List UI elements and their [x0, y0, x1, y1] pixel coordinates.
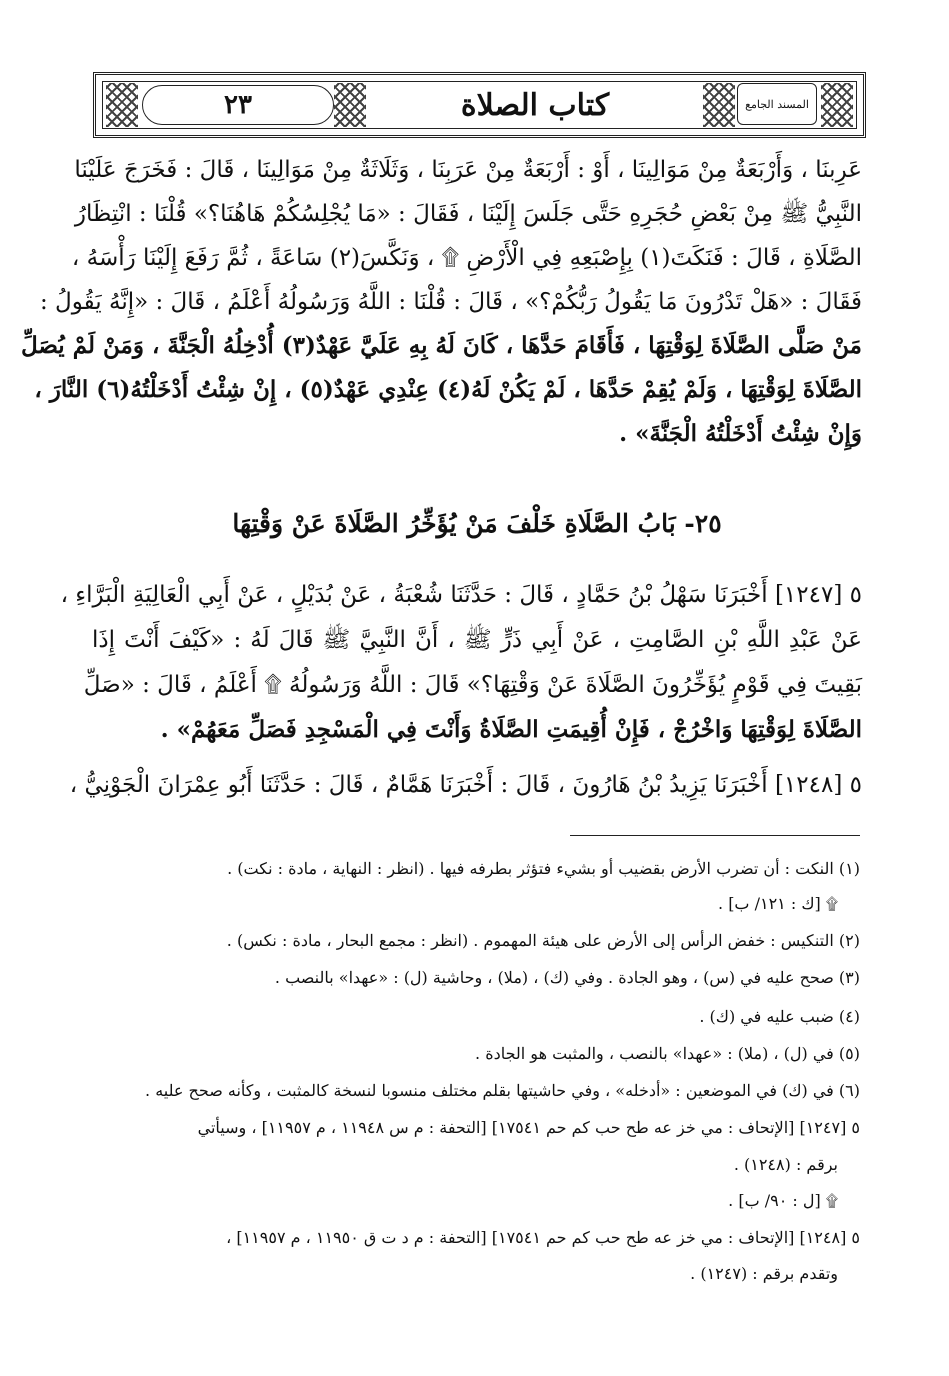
- footnote: ۩ [ك : ١٢١/ ب] .: [718, 894, 838, 913]
- text-line: الصَّلَاةَ لِوَقْتِهَا ، وَلَمْ يُقِمْ حَدَّهَا ، لَمْ يَكُنْ لَهُ(٤) عِنْدِي عَهْدٌ(٥) ، إِنْ شِئْتُ أَدْخَلْتُهُ(٦) النَّارَ ،: [34, 376, 862, 403]
- text-line: عَرِبنَا ، وَأَرْبَعَةٌ مِنْ مَوَالِينَا ، أَوْ : أَرْبَعَةٌ مِنْ عَرَبِنَا ، وَثَلَاثَةٌ مِنْ مَوَالِينَا ، قَالَ : فَخَرَجَ عَلَيْنَا: [74, 157, 862, 183]
- text-line: بَقِيتَ فِي قَوْمٍ يُؤَخِّرُونَ الصَّلَاةَ عَنْ وَقْتِهَا؟» قَالَ : اللَّهُ وَرَسُولُهُ ۩ أَعْلَمُ ، قَالَ : «صَلِّ: [83, 672, 862, 698]
- footnote: ٥ [١٢٤٨] [الإتحاف : مي خز عه طح حب كم حم ١٧٥٤١] [التحفة : م د ت ق ١١٩٥٠ ، م ١١٩٥٧] ،: [226, 1228, 860, 1247]
- footnote: (٥) في (ل) ، (ملا) : «عهدا» بالنصب ، والمثبت هو الجادة .: [475, 1044, 860, 1063]
- footnote: ٥ [١٢٤٧] [الإتحاف : مي خز عه طح حب كم حم ١٧٥٤١] [التحفة : م س ١١٩٤٨ ، م ١١٩٥٧] ، وسيأتي: [197, 1118, 860, 1137]
- footnote-separator: [570, 835, 860, 836]
- header-pattern-left-inner: [334, 83, 366, 127]
- header-pattern-right-inner: [703, 83, 735, 127]
- text-line: عَنْ عَبْدِ اللَّهِ بْنِ الصَّامِتِ ، عَنْ أَبِي ذَرٍّ ﷺ ، أَنَّ النَّبِيَّ ﷺ قَالَ لَهُ : «كَيْفَ أَنْتَ إِذَا: [92, 627, 862, 653]
- text-line: فَقَالَ : «هَلْ تَدْرُونَ مَا يَقُولُ رَبُّكُمْ؟» ، قَالَ : قُلْنَا : اللَّهُ وَرَسُولُهُ أَعْلَمُ ، قَالَ : «إِنَّهُ يَقُولُ :: [39, 289, 862, 315]
- footnote: وتقدم برقم : (١٢٤٧) .: [690, 1264, 838, 1283]
- text-line: الصَّلَاةَ لِوَقْتِهَا وَاخْرُجْ ، فَإِنْ أُقِيمَتِ الصَّلَاةُ وَأَنْتَ فِي الْمَسْجِدِ فَصَلِّ مَعَهُمْ» .: [160, 716, 862, 743]
- footnote: برقم : (١٢٤٨) .: [733, 1155, 838, 1174]
- header-pattern-right-outer: [821, 83, 853, 127]
- text-line: الصَّلَاةِ ، قَالَ : فَنَكَتَ(١) بِإِصْبَعِهِ فِي الْأَرْضِ ۩ ، وَنَكَّسَ(٢) سَاعَةً ، ثُمَّ رَفَعَ إِلَيْنَا رَأْسَهُ ،: [71, 245, 862, 271]
- footnote: (٣) صحح عليه في (س) ، وهو الجادة . وفي (ك) ، (ملا) ، وحاشية (ل) : «عهدا» بالنصب .: [274, 968, 860, 987]
- header-ornament-logo: المسند الجامع: [737, 83, 817, 125]
- footnote: ۩ [ل : ٩٠/ ب] .: [728, 1191, 838, 1210]
- text-line: ٥ [١٢٤٧] أَخْبَرَنَا سَهْلُ بْنُ حَمَّادٍ ، قَالَ : حَدَّثَنَا شُعْبَةُ ، عَنْ بُدَيْلٍ ، عَنْ أَبِي الْعَالِيَةِ الْبَرَّاءِ ،: [60, 582, 862, 608]
- text-line: مَنْ صَلَّى الصَّلَاةَ لِوَقْتِهَا ، فَأَقَامَ حَدَّهَا ، كَانَ لَهُ بِهِ عَلَيَّ عَهْدٌ(٣) أُدْخِلُهُ الْجَنَّةَ ، وَمَنْ لَمْ يُصَلِّ: [20, 332, 862, 359]
- text-line: وَإِنْ شِئْتُ أَدْخَلْتُهُ الْجَنَّةَ» .: [619, 420, 862, 447]
- footnote: (٦) في (ك) في الموضعين : «أدخله» ، وفي حاشيتها بقلم مختلف منسوبا لنسخة كالمثبت ، وكأنه صحح عليه .: [145, 1081, 860, 1100]
- page-number: ٢٣: [142, 85, 334, 125]
- footnote: (٢) التنكيس : خفض الرأس إلى الأرض على هيئة المهموم . (انظر : مجمع البحار ، مادة : نكس) .: [226, 931, 860, 950]
- section-heading: ٢٥- بَابُ الصَّلَاةِ خَلْفَ مَنْ يُؤَخِّرُ الصَّلَاةَ عَنْ وَقْتِهَا: [232, 509, 722, 538]
- header-pattern-left-outer: [106, 83, 138, 127]
- footnote: (٤) ضبب عليه في (ك) .: [699, 1007, 860, 1026]
- chapter-title: كتاب الصلاة: [460, 87, 610, 123]
- footnote: (١) النكت : أن تضرب الأرض بقضيب أو بشيء فتؤثر بطرفه فيها . (انظر : النهاية ، مادة : نكت) .: [227, 859, 860, 878]
- page-header: [93, 72, 866, 138]
- text-line: ٥ [١٢٤٨] أَخْبَرَنَا يَزِيدُ بْنُ هَارُونَ ، قَالَ : أَخْبَرَنَا هَمَّامٌ ، قَالَ : حَدَّثَنَا أَبُو عِمْرَانَ الْجَوْنِيُّ ،: [69, 772, 862, 798]
- text-line: النَّبِيُّ ﷺ مِنْ بَعْضِ حُجَرِهِ حَتَّى جَلَسَ إِلَيْنَا ، فَقَالَ : «مَا يُجْلِسُكُمْ هَاهُنَا؟» قُلْنَا : انْتِظَارُ: [74, 201, 862, 227]
